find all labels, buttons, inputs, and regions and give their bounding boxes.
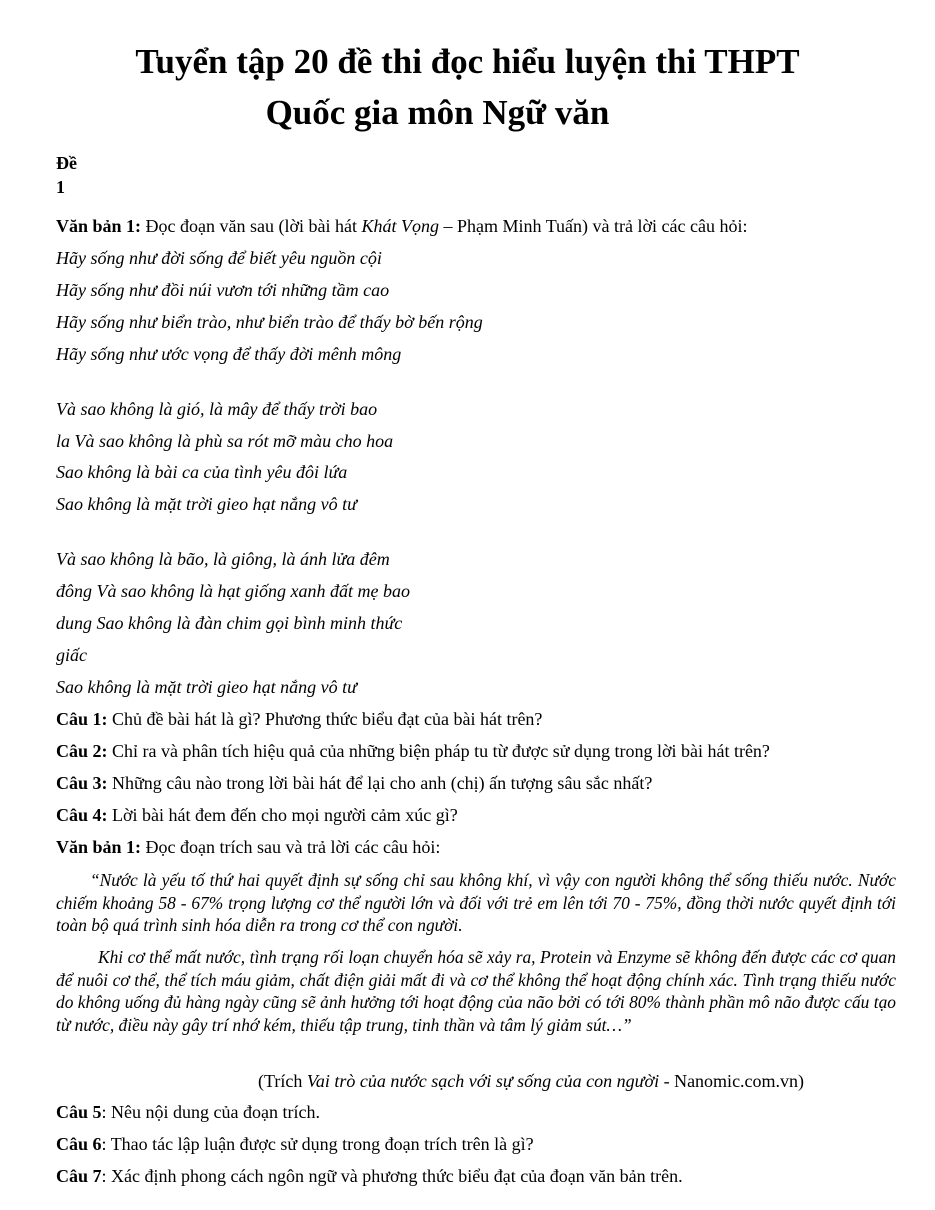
- lyric-line: Sao không là bài ca của tình yêu đôi lứa: [56, 462, 348, 482]
- question-label: Câu 4:: [56, 805, 108, 825]
- question-text: : Thao tác lập luận được sử dụng trong đoạn trích trên là gì?: [101, 1134, 534, 1154]
- question-text: : Nêu nội dung của đoạn trích.: [101, 1102, 320, 1122]
- question-text: Chủ đề bài hát là gì? Phương thức biểu đạt của bài hát trên?: [107, 709, 543, 729]
- source-title: Vai trò của nước sạch với sự sống của con người: [306, 1071, 660, 1091]
- question-text: : Xác định phong cách ngôn ngữ và phương thức biểu đạt của đoạn văn bản trên.: [101, 1166, 683, 1186]
- question-label: Câu 6: [56, 1134, 102, 1154]
- text2-label: Văn bản 1:: [56, 837, 142, 857]
- lyric-line: dung Sao không là đàn chim gọi bình minh thức: [56, 613, 403, 633]
- question-7: [56, 1165, 683, 1187]
- question-label: Câu 1:: [56, 709, 108, 729]
- question-6: [56, 1133, 534, 1155]
- text2-intro: [56, 836, 440, 858]
- question-label: Câu 2:: [56, 741, 108, 761]
- question-label: Câu 3:: [56, 773, 108, 793]
- question-2: [56, 740, 770, 762]
- document-title-line-2: Quốc gia môn Ngữ văn: [265, 93, 610, 132]
- lyric-line: Sao không là mặt trời gieo hạt nắng vô tư: [56, 494, 357, 514]
- passage-paragraph-2: Khi cơ thể mất nước, tình trạng rối loạn chuyển hóa sẽ xảy ra, Protein và Enzyme sẽ không đến được các cơ quan để nuôi cơ thể, thể tích máu giảm, chất điện giải mất đi và cơ thể không thể hoạt động chính xác. Tình trạng thiếu nước do không uống đủ hàng ngày cũng sẽ ảnh hưởng tới hoạt động của não bởi có tới 80% thành phần mô não được cấu tạo từ nước, điều này gây trí nhớ kém, thiếu tập trung, tinh thần và tâm lý giảm sút…”: [56, 947, 896, 1035]
- lyric-line: Hãy sống như đồi núi vươn tới những tầm cao: [56, 280, 390, 300]
- text1-intro: [56, 215, 748, 237]
- source-before: (Trích: [258, 1071, 307, 1091]
- lyric-line: Sao không là mặt trời gieo hạt nắng vô tư: [56, 677, 357, 697]
- exam-number: 1: [56, 177, 65, 197]
- lyric-line: đông Và sao không là hạt giống xanh đất mẹ bao: [56, 581, 410, 601]
- question-3: [56, 772, 652, 794]
- song-title: Khát Vọng: [361, 216, 440, 236]
- question-4: [56, 804, 458, 826]
- lyric-line: giấc: [56, 645, 87, 665]
- question-text: Chỉ ra và phân tích hiệu quả của những biện pháp tu từ được sử dụng trong lời bài hát trên?: [107, 741, 770, 761]
- lyric-line: Hãy sống như biển trào, như biển trào để thấy bờ bến rộng: [56, 312, 483, 332]
- passage-source: [258, 1070, 804, 1092]
- question-text: Lời bài hát đem đến cho mọi người cảm xúc gì?: [107, 805, 458, 825]
- text2-intro-text: Đọc đoạn trích sau và trả lời các câu hỏi:: [141, 837, 441, 857]
- lyric-line: Và sao không là bão, là giông, là ánh lửa đêm: [56, 549, 390, 569]
- document-title-line-1: Tuyển tập 20 đề thi đọc hiểu luyện thi THPT: [135, 42, 800, 81]
- text1-label: Văn bản 1:: [56, 216, 142, 236]
- passage-paragraph-1: “Nước là yếu tố thứ hai quyết định sự sống chỉ sau không khí, vì vậy con người không thể sống thiếu nước. Nước chiếm khoảng 58 - 67% trọng lượng cơ thể người lớn và đối với trẻ em lên tới 70 - 75%, đồng thời nước quyết định tới toàn bộ quá trình sinh hóa diễn ra trong cơ thể con người.: [56, 870, 896, 935]
- exam-label: Đề: [56, 153, 77, 173]
- lyric-line: Hãy sống như đời sống để biết yêu nguồn cội: [56, 248, 382, 268]
- question-5: [56, 1101, 320, 1123]
- question-1: [56, 708, 542, 730]
- question-label: Câu 5: [56, 1102, 102, 1122]
- text1-intro-before: Đọc đoạn văn sau (lời bài hát: [141, 216, 362, 236]
- text1-intro-after: – Phạm Minh Tuấn) và trả lời các câu hỏi:: [439, 216, 748, 236]
- question-label: Câu 7: [56, 1166, 102, 1186]
- question-text: Những câu nào trong lời bài hát để lại cho anh (chị) ấn tượng sâu sắc nhất?: [107, 773, 653, 793]
- lyric-line: la Và sao không là phù sa rót mỡ màu cho hoa: [56, 431, 394, 451]
- lyric-line: Và sao không là gió, là mây để thấy trời bao: [56, 399, 378, 419]
- source-after: - Nanomic.com.vn): [659, 1071, 805, 1091]
- lyric-line: Hãy sống như ước vọng để thấy đời mênh mông: [56, 344, 402, 364]
